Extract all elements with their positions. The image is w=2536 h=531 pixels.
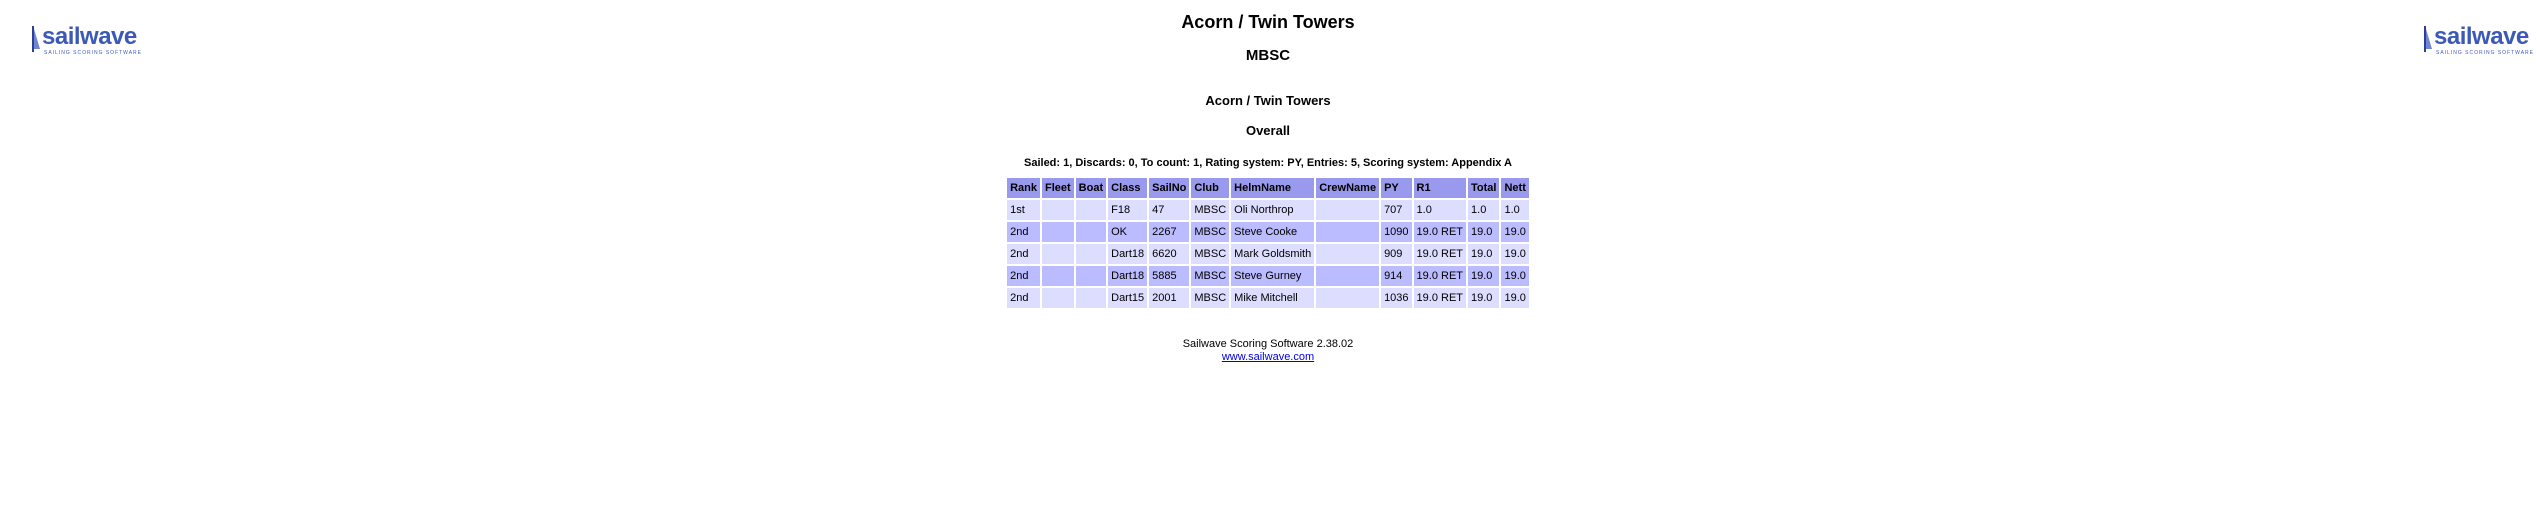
cell-fleet: [1042, 288, 1074, 308]
logo-wordmark: sailwave: [42, 23, 137, 50]
cell-helmname: Oli Northrop: [1231, 200, 1314, 220]
cell-py: 1036: [1381, 288, 1411, 308]
column-header-crewname: CrewName: [1316, 178, 1379, 198]
sailwave-link[interactable]: www.sailwave.com: [1221, 351, 1315, 363]
cell-nett: 19.0: [1501, 266, 1528, 286]
cell-nett: 1.0: [1501, 200, 1528, 220]
column-header-nett: Nett: [1501, 178, 1528, 198]
cell-club: MBSC: [1191, 244, 1229, 264]
cell-helmname: Steve Cooke: [1231, 222, 1314, 242]
cell-sailno: 2267: [1149, 222, 1189, 242]
cell-sailno: 47: [1149, 200, 1189, 220]
cell-boat: [1076, 266, 1106, 286]
results-table: [1005, 176, 1531, 310]
cell-club: MBSC: [1191, 222, 1229, 242]
club-name: MBSC: [1245, 47, 1291, 64]
results-table-wrapper: [0, 176, 2536, 310]
cell-rank: 1st: [1007, 200, 1040, 220]
page-title: Acorn / Twin Towers: [1181, 12, 1355, 32]
table-body: [1007, 200, 1529, 308]
cell-helmname: Steve Gurney: [1231, 266, 1314, 286]
series-group: Overall: [1245, 123, 1291, 138]
column-header-boat: Boat: [1076, 178, 1106, 198]
series-name: Acorn / Twin Towers: [1205, 93, 1331, 108]
column-header-rank: Rank: [1007, 178, 1040, 198]
cell-py: 707: [1381, 200, 1411, 220]
cell-crewname: [1316, 200, 1379, 220]
table-row: [1007, 288, 1529, 308]
cell-rank: 2nd: [1007, 244, 1040, 264]
table-row: [1007, 266, 1529, 286]
cell-r1: 19.0 RET: [1414, 222, 1466, 242]
column-header-club: Club: [1191, 178, 1229, 198]
cell-total: 19.0: [1468, 244, 1499, 264]
cell-rank: 2nd: [1007, 266, 1040, 286]
cell-total: 19.0: [1468, 266, 1499, 286]
column-header-r1: R1: [1414, 178, 1466, 198]
series-summary: Sailed: 1, Discards: 0, To count: 1, Rating system: PY, Entries: 5, Scoring system: Appendix A: [1024, 157, 1512, 169]
cell-rank: 2nd: [1007, 222, 1040, 242]
cell-helmname: Mark Goldsmith: [1231, 244, 1314, 264]
cell-club: MBSC: [1191, 288, 1229, 308]
software-version: Sailwave Scoring Software 2.38.02: [1182, 338, 1354, 350]
column-header-class: Class: [1108, 178, 1147, 198]
cell-fleet: [1042, 200, 1074, 220]
footer: [0, 338, 2536, 364]
logo-tagline: SAILING SCORING SOFTWARE: [44, 50, 142, 56]
cell-boat: [1076, 222, 1106, 242]
cell-py: 909: [1381, 244, 1411, 264]
cell-total: 1.0: [1468, 200, 1499, 220]
cell-class: Dart15: [1108, 288, 1147, 308]
logo-wordmark: sailwave: [2434, 23, 2529, 50]
logo-tagline: SAILING SCORING SOFTWARE: [2436, 50, 2534, 56]
cell-fleet: [1042, 266, 1074, 286]
cell-py: 914: [1381, 266, 1411, 286]
cell-total: 19.0: [1468, 288, 1499, 308]
cell-py: 1090: [1381, 222, 1411, 242]
cell-crewname: [1316, 222, 1379, 242]
cell-rank: 2nd: [1007, 288, 1040, 308]
cell-class: OK: [1108, 222, 1147, 242]
cell-nett: 19.0: [1501, 244, 1528, 264]
cell-nett: 19.0: [1501, 222, 1528, 242]
cell-club: MBSC: [1191, 266, 1229, 286]
cell-fleet: [1042, 222, 1074, 242]
cell-class: F18: [1108, 200, 1147, 220]
cell-boat: [1076, 200, 1106, 220]
cell-crewname: [1316, 244, 1379, 264]
cell-helmname: Mike Mitchell: [1231, 288, 1314, 308]
column-header-total: Total: [1468, 178, 1499, 198]
cell-boat: [1076, 288, 1106, 308]
cell-fleet: [1042, 244, 1074, 264]
cell-sailno: 2001: [1149, 288, 1189, 308]
cell-crewname: [1316, 266, 1379, 286]
cell-r1: 19.0 RET: [1414, 244, 1466, 264]
table-row: [1007, 222, 1529, 242]
column-header-fleet: Fleet: [1042, 178, 1074, 198]
table-row: [1007, 244, 1529, 264]
table-header-row: [1007, 178, 1529, 198]
cell-sailno: 6620: [1149, 244, 1189, 264]
cell-class: Dart18: [1108, 266, 1147, 286]
cell-class: Dart18: [1108, 244, 1147, 264]
column-header-helmname: HelmName: [1231, 178, 1314, 198]
cell-club: MBSC: [1191, 200, 1229, 220]
cell-total: 19.0: [1468, 222, 1499, 242]
cell-sailno: 5885: [1149, 266, 1189, 286]
cell-nett: 19.0: [1501, 288, 1528, 308]
cell-r1: 1.0: [1414, 200, 1466, 220]
column-header-py: PY: [1381, 178, 1411, 198]
column-header-sailno: SailNo: [1149, 178, 1189, 198]
cell-boat: [1076, 244, 1106, 264]
cell-r1: 19.0 RET: [1414, 266, 1466, 286]
cell-crewname: [1316, 288, 1379, 308]
table-row: [1007, 200, 1529, 220]
cell-r1: 19.0 RET: [1414, 288, 1466, 308]
